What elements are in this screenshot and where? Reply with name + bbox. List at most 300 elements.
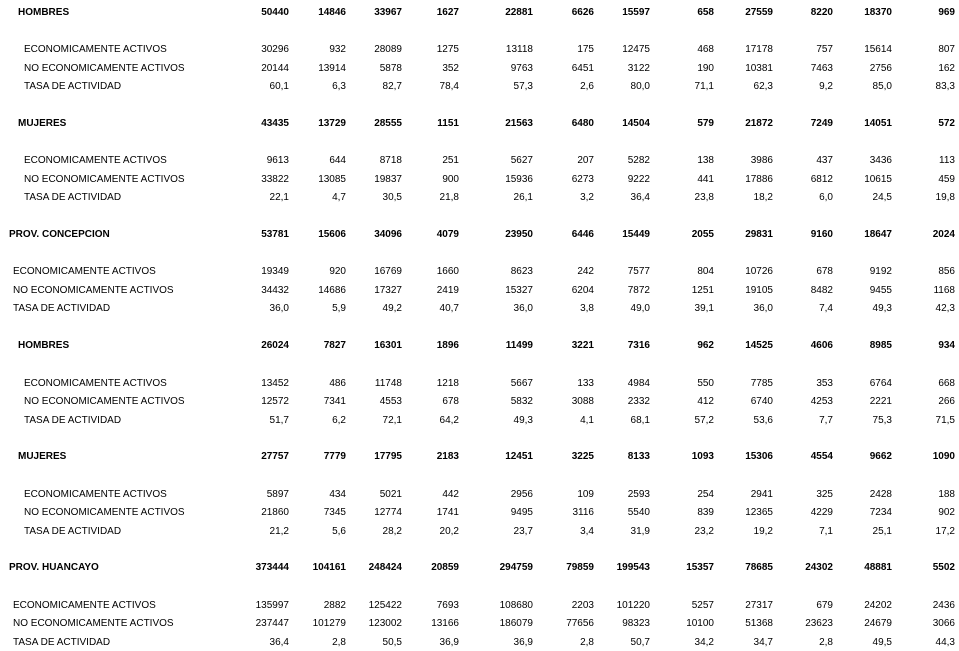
row-label: HOMBRES — [18, 7, 70, 18]
cell-value: 104161 — [312, 562, 346, 573]
cell-value: 13118 — [505, 44, 533, 55]
table-row — [0, 265, 959, 279]
row-label: ECONOMICAMENTE ACTIVOS — [24, 378, 167, 389]
cell-value: 5021 — [379, 489, 402, 500]
cell-value: 8220 — [810, 7, 833, 18]
cell-value: 43435 — [261, 118, 289, 129]
cell-value: 2,6 — [580, 81, 594, 92]
cell-value: 5832 — [510, 396, 533, 407]
cell-value: 1741 — [436, 507, 459, 518]
cell-value: 101220 — [616, 600, 650, 611]
cell-value: 2055 — [691, 229, 714, 240]
cell-value: 39,1 — [694, 303, 714, 314]
cell-value: 133 — [577, 378, 594, 389]
cell-value: 18370 — [864, 7, 892, 18]
cell-value: 7577 — [627, 266, 650, 277]
cell-value: 934 — [938, 340, 955, 351]
cell-value: 83,3 — [935, 81, 955, 92]
table-row — [0, 525, 959, 539]
cell-value: 1168 — [933, 285, 955, 296]
cell-value: 920 — [329, 266, 346, 277]
cell-value: 1660 — [436, 266, 459, 277]
cell-value: 2956 — [510, 489, 533, 500]
cell-value: 434 — [329, 489, 346, 500]
cell-value: 7249 — [810, 118, 833, 129]
table-row — [0, 506, 959, 520]
cell-value: 30,5 — [382, 192, 402, 203]
cell-value: 24679 — [864, 618, 892, 629]
table-row — [0, 414, 959, 428]
cell-value: 2593 — [627, 489, 650, 500]
row-label: NO ECONOMICAMENTE ACTIVOS — [24, 396, 185, 407]
cell-value: 550 — [697, 378, 714, 389]
cell-value: 19837 — [374, 174, 402, 185]
cell-value: 4606 — [810, 340, 833, 351]
cell-value: 18647 — [864, 229, 892, 240]
cell-value: 72,1 — [382, 415, 402, 426]
cell-value: 2428 — [869, 489, 892, 500]
cell-value: 352 — [442, 63, 459, 74]
cell-value: 6764 — [869, 378, 892, 389]
cell-value: 15357 — [686, 562, 714, 573]
cell-value: 21,8 — [439, 192, 459, 203]
cell-value: 1151 — [437, 118, 459, 129]
cell-value: 9455 — [869, 285, 892, 296]
cell-value: 7341 — [323, 396, 346, 407]
cell-value: 101279 — [312, 618, 346, 629]
cell-value: 10100 — [686, 618, 714, 629]
table-row — [0, 617, 959, 631]
cell-value: 12451 — [505, 451, 533, 462]
cell-value: 49,0 — [630, 303, 650, 314]
cell-value: 248424 — [368, 562, 402, 573]
cell-value: 49,2 — [382, 303, 402, 314]
cell-value: 2941 — [750, 489, 773, 500]
cell-value: 1627 — [436, 7, 459, 18]
cell-value: 14846 — [318, 7, 346, 18]
row-label: ECONOMICAMENTE ACTIVOS — [24, 44, 167, 55]
cell-value: 49,3 — [513, 415, 533, 426]
cell-value: 839 — [697, 507, 714, 518]
cell-value: 2332 — [627, 396, 650, 407]
cell-value: 48881 — [864, 562, 892, 573]
cell-value: 19349 — [261, 266, 289, 277]
cell-value: 80,0 — [630, 81, 650, 92]
cell-value: 3225 — [571, 451, 594, 462]
cell-value: 199543 — [616, 562, 650, 573]
cell-value: 13729 — [318, 118, 346, 129]
cell-value: 40,7 — [439, 303, 459, 314]
cell-value: 21,2 — [269, 526, 289, 537]
cell-value: 902 — [938, 507, 955, 518]
cell-value: 25,1 — [872, 526, 892, 537]
cell-value: 17886 — [745, 174, 773, 185]
group-header-row — [0, 117, 959, 131]
cell-value: 8718 — [379, 155, 402, 166]
cell-value: 15614 — [864, 44, 892, 55]
cell-value: 3,8 — [580, 303, 594, 314]
cell-value: 7345 — [323, 507, 346, 518]
row-label: PROV. HUANCAYO — [9, 562, 99, 573]
cell-value: 7785 — [750, 378, 773, 389]
cell-value: 175 — [577, 44, 594, 55]
cell-value: 49,3 — [872, 303, 892, 314]
cell-value: 2882 — [323, 600, 346, 611]
cell-value: 4253 — [810, 396, 833, 407]
cell-value: 7316 — [627, 340, 650, 351]
cell-value: 7,7 — [819, 415, 833, 426]
cell-value: 254 — [697, 489, 714, 500]
cell-value: 7,1 — [819, 526, 833, 537]
row-label: MUJERES — [18, 451, 67, 462]
cell-value: 5257 — [691, 600, 714, 611]
cell-value: 23,8 — [694, 192, 714, 203]
cell-value: 13914 — [318, 63, 346, 74]
cell-value: 2436 — [932, 600, 955, 611]
cell-value: 6446 — [571, 229, 594, 240]
cell-value: 13452 — [261, 378, 289, 389]
row-label: TASA DE ACTIVIDAD — [24, 81, 122, 92]
cell-value: 28089 — [374, 44, 402, 55]
row-label: HOMBRES — [18, 340, 70, 351]
row-label: NO ECONOMICAMENTE ACTIVOS — [13, 618, 174, 629]
cell-value: 3986 — [750, 155, 773, 166]
cell-value: 14525 — [745, 340, 773, 351]
cell-value: 64,2 — [439, 415, 459, 426]
cell-value: 5667 — [510, 378, 533, 389]
table-row — [0, 43, 959, 57]
cell-value: 36,0 — [753, 303, 773, 314]
row-label: MUJERES — [18, 118, 67, 129]
cell-value: 34,2 — [694, 637, 714, 648]
cell-value: 468 — [697, 44, 714, 55]
cell-value: 3122 — [627, 63, 650, 74]
cell-value: 15306 — [745, 451, 773, 462]
cell-value: 5502 — [932, 562, 955, 573]
cell-value: 9160 — [810, 229, 833, 240]
cell-value: 15936 — [505, 174, 533, 185]
cell-value: 962 — [697, 340, 714, 351]
cell-value: 486 — [329, 378, 346, 389]
cell-value: 679 — [816, 600, 833, 611]
cell-value: 5878 — [379, 63, 402, 74]
row-label: PROV. CONCEPCION — [9, 229, 110, 240]
cell-value: 668 — [938, 378, 955, 389]
cell-value: 21872 — [745, 118, 773, 129]
cell-value: 5540 — [627, 507, 650, 518]
table-row — [0, 636, 959, 650]
cell-value: 53781 — [261, 229, 289, 240]
cell-value: 9662 — [869, 451, 892, 462]
table-row — [0, 395, 959, 409]
cell-value: 5282 — [627, 155, 650, 166]
cell-value: 644 — [329, 155, 346, 166]
cell-value: 24,5 — [872, 192, 892, 203]
cell-value: 9763 — [510, 63, 533, 74]
cell-value: 5,6 — [332, 526, 346, 537]
row-label: TASA DE ACTIVIDAD — [13, 303, 111, 314]
row-label: NO ECONOMICAMENTE ACTIVOS — [13, 285, 174, 296]
cell-value: 3436 — [869, 155, 892, 166]
cell-value: 30296 — [261, 44, 289, 55]
cell-value: 51,7 — [269, 415, 289, 426]
cell-value: 4229 — [810, 507, 833, 518]
cell-value: 57,3 — [513, 81, 533, 92]
cell-value: 2203 — [571, 600, 594, 611]
cell-value: 27317 — [745, 600, 773, 611]
cell-value: 26,1 — [513, 192, 533, 203]
cell-value: 57,2 — [694, 415, 714, 426]
cell-value: 17178 — [745, 44, 773, 55]
cell-value: 1093 — [691, 451, 714, 462]
cell-value: 36,0 — [513, 303, 533, 314]
cell-value: 14686 — [318, 285, 346, 296]
cell-value: 2221 — [869, 396, 892, 407]
cell-value: 353 — [816, 378, 833, 389]
cell-value: 20144 — [261, 63, 289, 74]
cell-value: 442 — [442, 489, 459, 500]
cell-value: 5897 — [266, 489, 289, 500]
cell-value: 34,7 — [753, 637, 773, 648]
row-label: NO ECONOMICAMENTE ACTIVOS — [24, 63, 185, 74]
cell-value: 36,9 — [439, 637, 459, 648]
table-row — [0, 62, 959, 76]
cell-value: 3066 — [932, 618, 955, 629]
cell-value: 9,2 — [819, 81, 833, 92]
cell-value: 8623 — [510, 266, 533, 277]
cell-value: 15597 — [622, 7, 650, 18]
cell-value: 3221 — [571, 340, 594, 351]
cell-value: 33967 — [374, 7, 402, 18]
cell-value: 2419 — [436, 285, 459, 296]
cell-value: 4554 — [810, 451, 833, 462]
cell-value: 207 — [577, 155, 594, 166]
cell-value: 123002 — [368, 618, 402, 629]
cell-value: 71,5 — [935, 415, 955, 426]
cell-value: 186079 — [499, 618, 533, 629]
cell-value: 4079 — [436, 229, 459, 240]
cell-value: 13085 — [318, 174, 346, 185]
cell-value: 441 — [697, 174, 714, 185]
row-label: ECONOMICAMENTE ACTIVOS — [13, 266, 156, 277]
cell-value: 437 — [816, 155, 833, 166]
cell-value: 19105 — [745, 285, 773, 296]
cell-value: 16301 — [374, 340, 402, 351]
cell-value: 14504 — [622, 118, 650, 129]
cell-value: 36,4 — [269, 637, 289, 648]
cell-value: 62,3 — [753, 81, 773, 92]
cell-value: 678 — [442, 396, 459, 407]
cell-value: 33822 — [261, 174, 289, 185]
cell-value: 4984 — [627, 378, 650, 389]
cell-value: 5,9 — [332, 303, 346, 314]
cell-value: 15606 — [318, 229, 346, 240]
row-label: TASA DE ACTIVIDAD — [24, 526, 122, 537]
cell-value: 36,4 — [630, 192, 650, 203]
cell-value: 21563 — [505, 118, 533, 129]
cell-value: 6204 — [571, 285, 594, 296]
cell-value: 2183 — [436, 451, 459, 462]
cell-value: 6451 — [571, 63, 594, 74]
cell-value: 678 — [816, 266, 833, 277]
cell-value: 85,0 — [872, 81, 892, 92]
cell-value: 7827 — [323, 340, 346, 351]
cell-value: 12572 — [261, 396, 289, 407]
row-label: ECONOMICAMENTE ACTIVOS — [13, 600, 156, 611]
cell-value: 15327 — [505, 285, 533, 296]
cell-value: 78685 — [745, 562, 773, 573]
cell-value: 23,7 — [513, 526, 533, 537]
cell-value: 31,9 — [630, 526, 650, 537]
group-header-row — [0, 450, 959, 464]
cell-value: 50,5 — [382, 637, 402, 648]
cell-value: 572 — [938, 118, 955, 129]
cell-value: 6480 — [571, 118, 594, 129]
row-label: TASA DE ACTIVIDAD — [24, 192, 122, 203]
cell-value: 79859 — [566, 562, 594, 573]
table-row — [0, 80, 959, 94]
cell-value: 51368 — [745, 618, 773, 629]
cell-value: 17327 — [374, 285, 402, 296]
cell-value: 373444 — [255, 562, 289, 573]
table-row — [0, 284, 959, 298]
cell-value: 24202 — [864, 600, 892, 611]
cell-value: 22881 — [505, 7, 533, 18]
cell-value: 27559 — [745, 7, 773, 18]
cell-value: 20,2 — [439, 526, 459, 537]
cell-value: 6,0 — [819, 192, 833, 203]
row-label: ECONOMICAMENTE ACTIVOS — [24, 489, 167, 500]
cell-value: 34432 — [261, 285, 289, 296]
cell-value: 23623 — [805, 618, 833, 629]
cell-value: 82,7 — [382, 81, 402, 92]
cell-value: 294759 — [499, 562, 533, 573]
cell-value: 11748 — [374, 378, 402, 389]
cell-value: 27757 — [261, 451, 289, 462]
cell-value: 125422 — [368, 600, 402, 611]
cell-value: 34096 — [374, 229, 402, 240]
cell-value: 2756 — [869, 63, 892, 74]
row-label: NO ECONOMICAMENTE ACTIVOS — [24, 507, 185, 518]
cell-value: 109 — [577, 489, 594, 500]
table-row — [0, 191, 959, 205]
cell-value: 19,2 — [753, 526, 773, 537]
cell-value: 10615 — [864, 174, 892, 185]
cell-value: 2,8 — [580, 637, 594, 648]
cell-value: 8985 — [869, 340, 892, 351]
cell-value: 1896 — [436, 340, 459, 351]
cell-value: 8133 — [627, 451, 650, 462]
cell-value: 78,4 — [439, 81, 459, 92]
cell-value: 579 — [697, 118, 714, 129]
cell-value: 50440 — [261, 7, 289, 18]
cell-value: 3088 — [571, 396, 594, 407]
cell-value: 7,4 — [819, 303, 833, 314]
cell-value: 325 — [816, 489, 833, 500]
cell-value: 6812 — [810, 174, 833, 185]
cell-value: 3,2 — [580, 192, 594, 203]
cell-value: 807 — [938, 44, 955, 55]
cell-value: 17795 — [374, 451, 402, 462]
cell-value: 2024 — [932, 229, 955, 240]
cell-value: 36,0 — [269, 303, 289, 314]
table-row — [0, 173, 959, 187]
cell-value: 10726 — [745, 266, 773, 277]
cell-value: 188 — [938, 489, 955, 500]
cell-value: 18,2 — [753, 192, 773, 203]
cell-value: 7463 — [810, 63, 833, 74]
cell-value: 28,2 — [382, 526, 402, 537]
cell-value: 804 — [697, 266, 714, 277]
cell-value: 138 — [697, 155, 714, 166]
cell-value: 60,1 — [269, 81, 289, 92]
cell-value: 12774 — [374, 507, 402, 518]
cell-value: 7693 — [436, 600, 459, 611]
cell-value: 969 — [938, 7, 955, 18]
cell-value: 856 — [938, 266, 955, 277]
cell-value: 8482 — [810, 285, 833, 296]
cell-value: 3116 — [572, 507, 594, 518]
table-row — [0, 154, 959, 168]
cell-value: 251 — [442, 155, 459, 166]
cell-value: 16769 — [374, 266, 402, 277]
cell-value: 24302 — [805, 562, 833, 573]
cell-value: 23,2 — [694, 526, 714, 537]
cell-value: 53,6 — [753, 415, 773, 426]
row-label: ECONOMICAMENTE ACTIVOS — [24, 155, 167, 166]
cell-value: 4,7 — [332, 192, 346, 203]
cell-value: 50,7 — [630, 637, 650, 648]
cell-value: 135997 — [255, 600, 289, 611]
cell-value: 108680 — [499, 600, 533, 611]
cell-value: 190 — [697, 63, 714, 74]
cell-value: 9613 — [266, 155, 289, 166]
cell-value: 757 — [816, 44, 833, 55]
cell-value: 7872 — [627, 285, 650, 296]
cell-value: 77656 — [566, 618, 594, 629]
cell-value: 75,3 — [872, 415, 892, 426]
cell-value: 6,3 — [332, 81, 346, 92]
cell-value: 6740 — [750, 396, 773, 407]
cell-value: 2,8 — [332, 637, 346, 648]
cell-value: 20859 — [431, 562, 459, 573]
cell-value: 19,8 — [935, 192, 955, 203]
cell-value: 658 — [697, 7, 714, 18]
table-row — [0, 599, 959, 613]
cell-value: 113 — [939, 155, 955, 166]
cell-value: 6626 — [571, 7, 594, 18]
cell-value: 14051 — [864, 118, 892, 129]
group-header-row — [0, 561, 959, 575]
cell-value: 932 — [329, 44, 346, 55]
row-label: TASA DE ACTIVIDAD — [24, 415, 122, 426]
cell-value: 44,3 — [935, 637, 955, 648]
cell-value: 36,9 — [513, 637, 533, 648]
table-row — [0, 302, 959, 316]
cell-value: 162 — [938, 63, 955, 74]
cell-value: 1218 — [436, 378, 459, 389]
cell-value: 21860 — [261, 507, 289, 518]
group-header-row — [0, 228, 959, 242]
cell-value: 7779 — [323, 451, 346, 462]
group-header-row — [0, 6, 959, 20]
table-row — [0, 377, 959, 391]
cell-value: 6273 — [571, 174, 594, 185]
cell-value: 1275 — [436, 44, 459, 55]
cell-value: 71,1 — [694, 81, 714, 92]
cell-value: 242 — [577, 266, 594, 277]
group-header-row — [0, 339, 959, 353]
